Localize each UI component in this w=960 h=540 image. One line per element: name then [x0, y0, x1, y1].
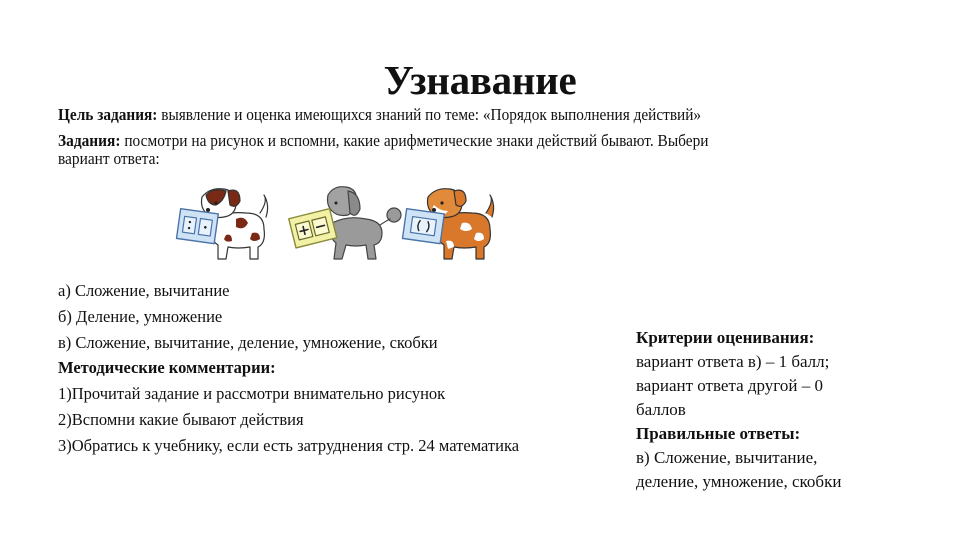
puppy-division-card-icon	[174, 183, 274, 265]
answers-line-2: деление, умножение, скобки	[636, 472, 842, 491]
answers-line-1: в) Сложение, вычитание,	[636, 448, 818, 467]
method-comment-3: 3)Обратись к учебнику, если есть затруднения стр. 24 математика	[58, 435, 520, 455]
options-and-comments	[58, 278, 519, 459]
option-b: б) Деление, умножение	[58, 306, 223, 326]
puppy-parentheses-card-icon	[400, 183, 500, 265]
task-paragraph	[58, 132, 709, 168]
criteria-line-3: баллов	[636, 400, 686, 419]
method-comment-2: 2)Вспомни какие бывают действия	[58, 409, 304, 429]
task-text-line1: посмотри на рисунок и вспомни, какие арифметические знаки действий бывают. Выбери	[120, 131, 709, 150]
criteria-line-1: вариант ответа в) – 1 балл;	[636, 352, 830, 371]
criteria-and-answers	[636, 326, 841, 494]
goal-paragraph	[58, 106, 701, 124]
criteria-line-2: вариант ответа другой – 0	[636, 376, 823, 395]
poodle-plus-minus-card-icon	[284, 183, 404, 265]
answers-heading: Правильные ответы:	[636, 424, 801, 443]
method-comment-1: 1)Прочитай задание и рассмотри внимательно рисунок	[58, 384, 446, 404]
task-label: Задания:	[58, 131, 121, 150]
criteria-heading: Критерии оценивания:	[636, 328, 815, 347]
method-comments-heading: Методические комментарии:	[58, 358, 276, 378]
task-text-line2: вариант ответа:	[58, 149, 160, 168]
goal-text: выявление и оценка имеющихся знаний по теме: «Порядок выполнения действий»	[157, 105, 702, 124]
option-a: а) Сложение, вычитание	[58, 281, 230, 300]
slide-title: Узнавание	[383, 57, 577, 103]
dogs-illustration	[172, 183, 502, 271]
goal-label: Цель задания:	[58, 105, 158, 124]
option-c: в) Сложение, вычитание, деление, умножение, скобки	[58, 332, 438, 352]
